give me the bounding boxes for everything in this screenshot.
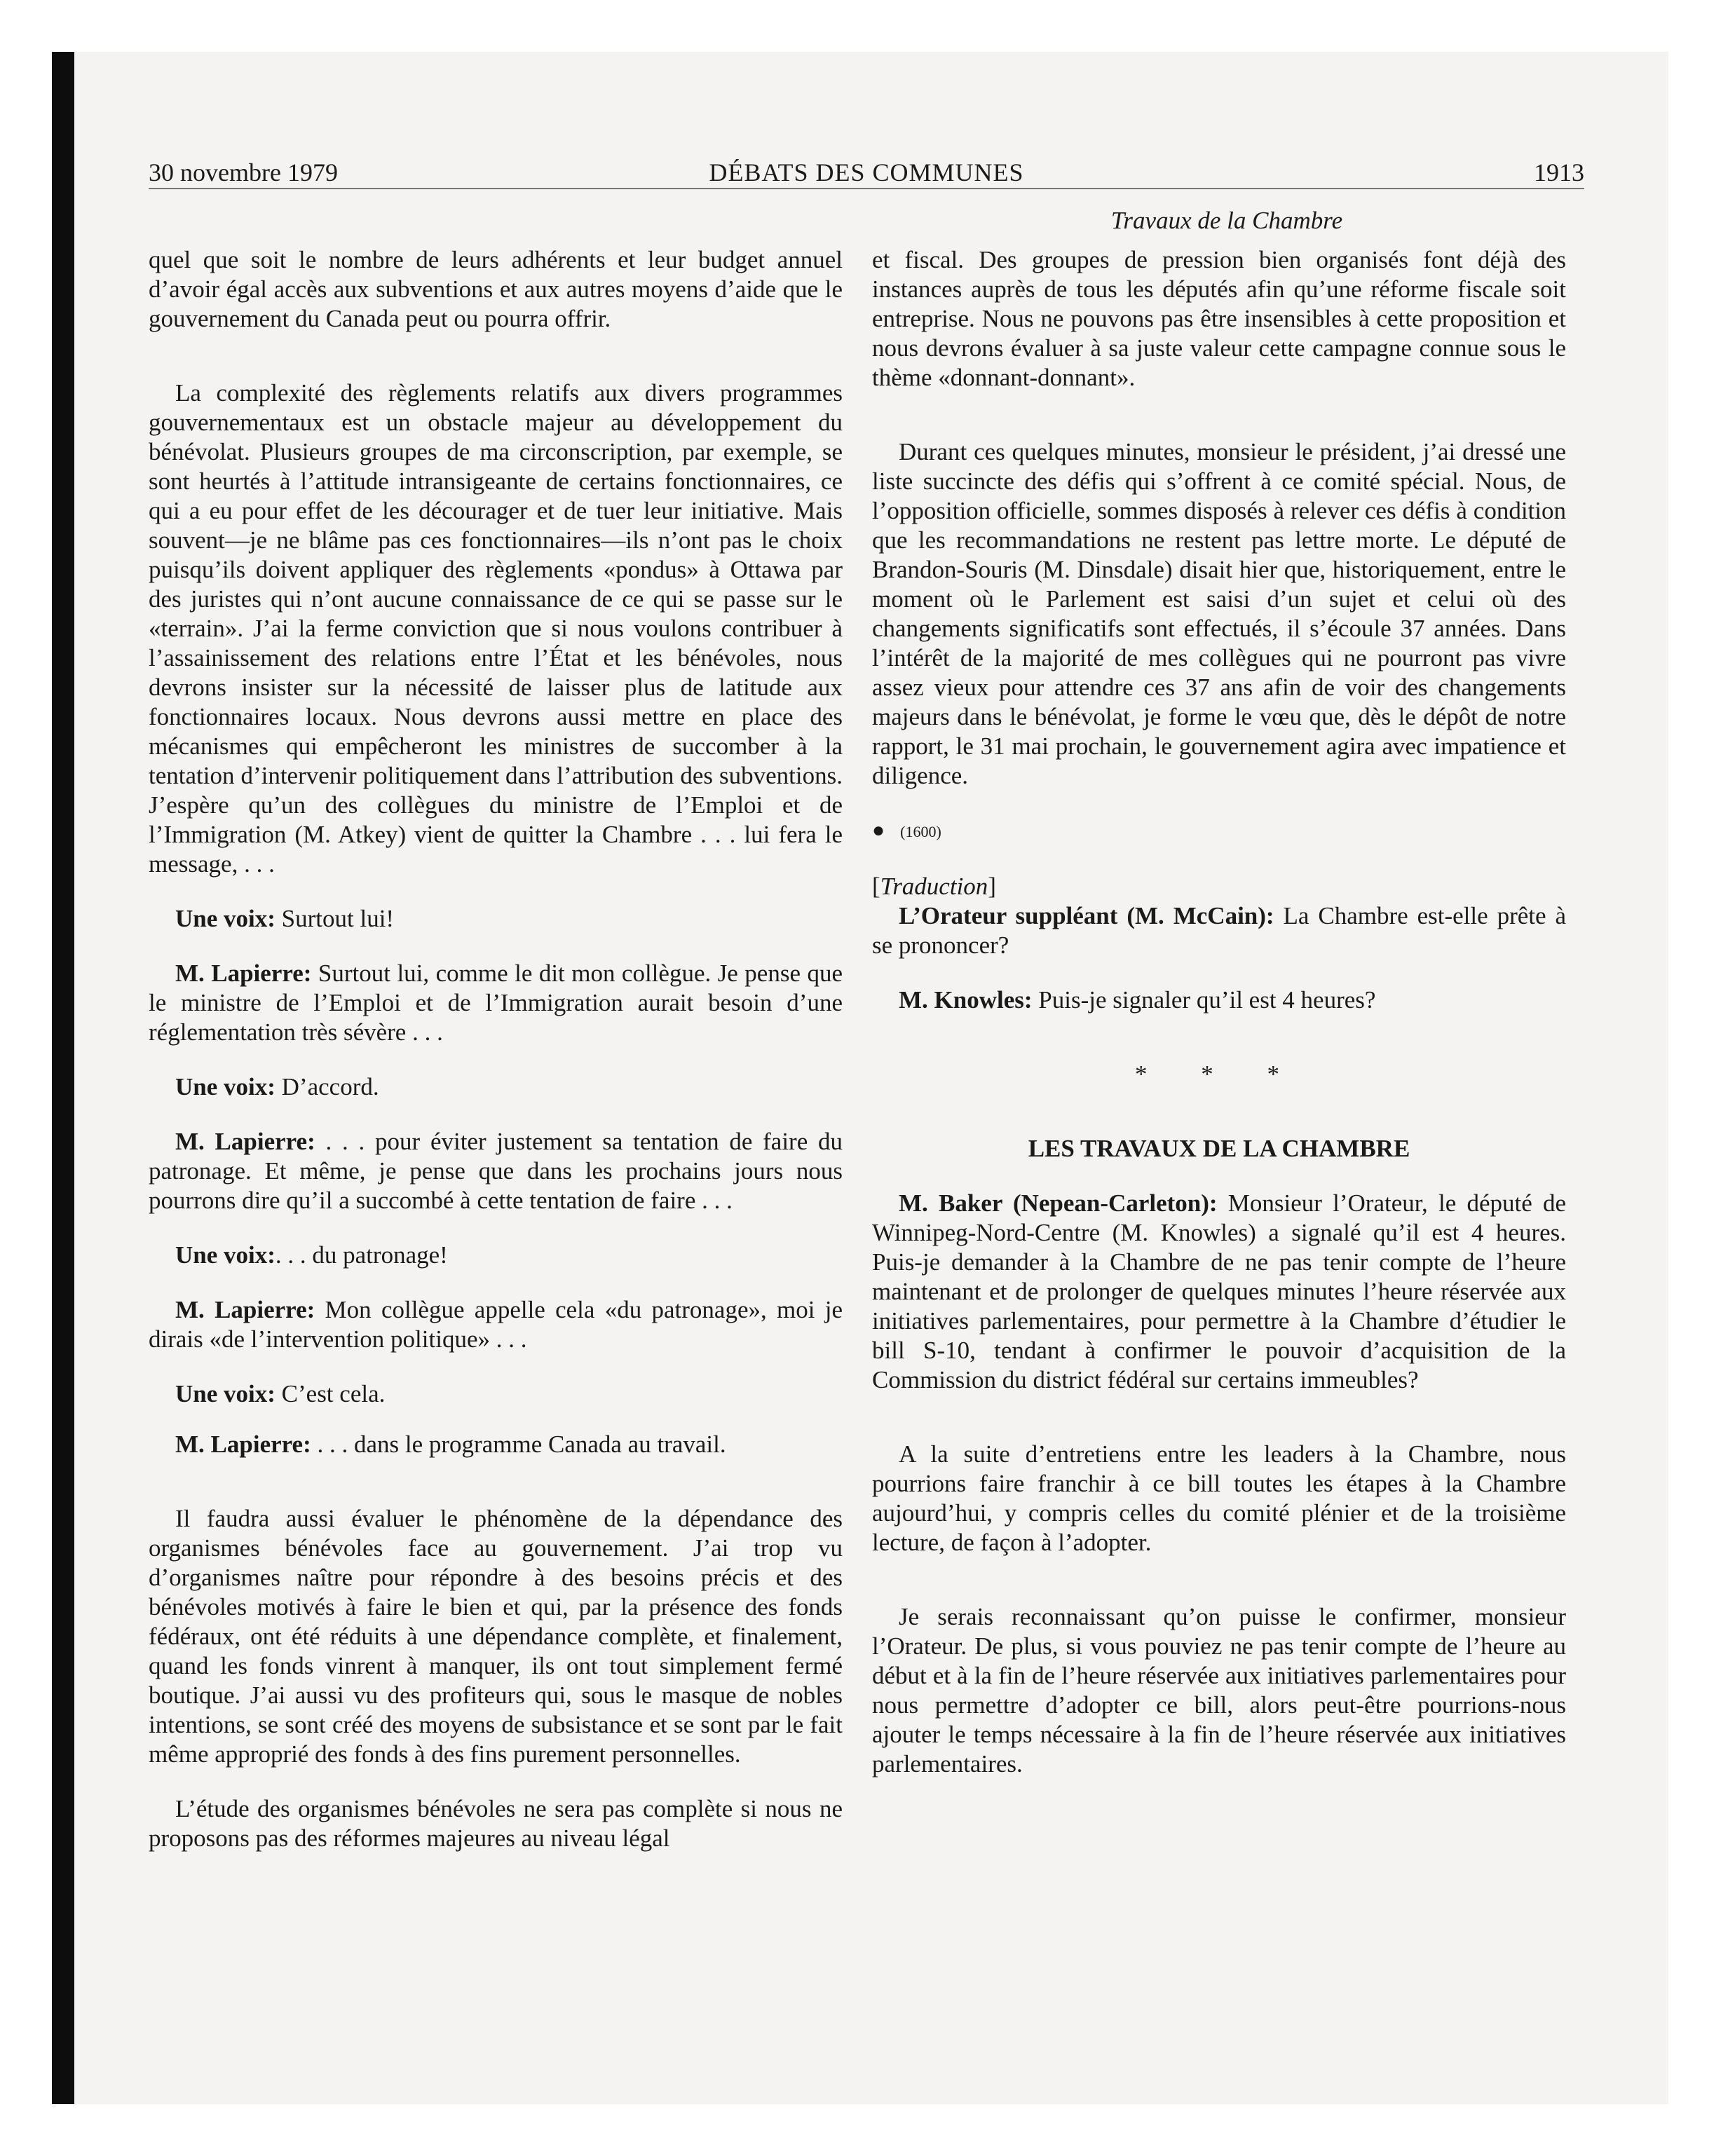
speech <box>149 1430 843 1459</box>
speech <box>149 1295 843 1354</box>
speech <box>149 1127 843 1215</box>
translation-label: [Traduction] <box>872 873 996 900</box>
speech-text: Surtout lui, comme le dit mon collègue. Je pense que le ministre de l’Emploi et de l’Immigration aurait besoin d’une réglementation très sévère . . . <box>149 960 843 1046</box>
speech-text: . . . dans le programme Canada au travail. <box>317 1431 726 1458</box>
header-date: 30 novembre 1979 <box>149 158 338 186</box>
paragraph: L’étude des organismes bénévoles ne sera pas complète si nous ne proposons pas des réformes majeures au niveau légal <box>149 1795 843 1852</box>
speaker-name: M. Lapierre: <box>175 960 312 987</box>
speech <box>872 985 1566 1015</box>
speech <box>149 904 843 934</box>
speech-text: Puis-je signaler qu’il est 4 heures? <box>1038 986 1376 1014</box>
speech-text: . . . du patronage! <box>275 1241 448 1269</box>
speech-text: C’est cela. <box>281 1380 386 1407</box>
page-number: 1913 <box>1534 158 1584 186</box>
speaker-name: Une voix: <box>175 905 275 932</box>
time-marker-text: (1600) <box>900 823 941 840</box>
speech-text: D’accord. <box>281 1073 379 1100</box>
paragraph: Il faudra aussi évaluer le phénomène de la dépendance des organismes bénévoles face au gouvernement. J’ai trop vu d’organismes naître pour répondre à des besoins précis et des bénévoles motivés à faire le bien et qui, par la présence des fonds fédéraux, ont été réduits à une dépendance complète, et finalement, quand les fonds vinrent à manquer, ils ont tout simplement fermé boutique. J’ai aussi vu des profiteurs qui, sous le masque de nobles intentions, se sont créé des moyens de subsistance et se sont par le fait même approprié des fonds à des fins purement personnelles. <box>149 1505 843 1768</box>
speech-text: . . . pour éviter justement sa tentation de faire du patronage. Et même, je pense que dans les prochains jours nous pourrons dire qu’il a succombé à cette tentation de faire . . . <box>149 1128 843 1214</box>
page-header <box>149 158 1584 186</box>
right-column <box>872 245 1566 1779</box>
header-rule <box>149 188 1584 189</box>
speaker-name: M. Baker (Nepean-Carleton): <box>899 1189 1218 1217</box>
header-publication: DÉBATS DES COMMUNES <box>709 158 1024 186</box>
running-head: Travaux de la Chambre <box>1110 207 1343 234</box>
speaker-name: M. Lapierre: <box>175 1296 315 1323</box>
scan-border <box>52 52 74 2104</box>
section-divider: * * * <box>1135 1060 1303 1088</box>
paragraph: La complexité des règlements relatifs aux divers programmes gouvernementaux est un obstacle majeur au développement du bénévolat. Plusieurs groupes de ma circonscription, par exemple, se sont heurtés à l’attitude intransigeante de certains fonctionnaires, ce qui a eu pour effet de les décourager et de tuer leur initiative. Mais souvent—je ne blâme pas ces fonctionnaires—ils n’ont pas le choix puisqu’ils doivent appliquer des règlements «pondus» à Ottawa par des juristes qui n’ont aucune connaissance de ce qui se passe sur le «terrain». J’ai la ferme conviction que si nous voulons contribuer à l’assainissement des relations entre l’État et les bénévoles, nous devrons insister sur la nécessité de laisser plus de latitude aux fonctionnaires locaux. Nous devrons aussi mettre en place des mécanismes qui empêcheront les ministres de succomber à la tentation d’intervenir politiquement dans l’attribution des subventions. J’espère qu’un des collègues du ministre de l’Emploi et de l’Immigration (M. Atkey) vient de quitter la Chambre . . . lui fera le message, . . . <box>149 379 843 878</box>
paragraph: Durant ces quelques minutes, monsieur le président, j’ai dressé une liste succincte des défis qui s’offrent à ce comité spécial. Nous, de l’opposition officielle, sommes disposés à relever ces défis à condition que les recommandations ne restent pas lettre morte. Le député de Brandon-Souris (M. Dinsdale) disait hier que, historiquement, entre le moment où le Parlement est saisi d’un sujet et celui où des changements significatifs sont effectués, il s’écoule 37 années. Dans l’intérêt de la majorité de mes collègues qui ne pourront pas vivre assez vieux pour attendre ces 37 ans afin de voir des changements majeurs dans le bénévolat, je forme le vœu que, dès le dépôt de notre rapport, le 31 mai prochain, le gouvernement agira avec impatience et diligence. <box>872 438 1566 789</box>
translation-label-text: Traduction <box>880 873 988 900</box>
speech-text: La Chambre est-elle prête à se prononcer? <box>872 902 1567 959</box>
section-title: LES TRAVAUX DE LA CHAMBRE <box>1028 1135 1410 1162</box>
speech-text: Mon collègue appelle cela «du patronage», moi je dirais «de l’intervention politique» . . . <box>149 1296 843 1353</box>
paragraph: A la suite d’entretiens entre les leaders à la Chambre, nous pourrions faire franchir à ce bill toutes les étapes à la Chambre aujourd’hui, y compris celles du comité plénier et de la troisième lecture, de façon à l’adopter. <box>872 1440 1566 1556</box>
speech <box>149 1072 843 1102</box>
paragraph: Je serais reconnaissant qu’on puisse le confirmer, monsieur l’Orateur. De plus, si vous pouviez ne pas tenir compte de l’heure au début et à la fin de l’heure réservée aux initiatives parlementaires pour nous permettre d’adopter ce bill, alors peut-être pourrions-nous ajouter le temps nécessaire à la fin de l’heure réservée aux initiatives parlementaires. <box>872 1603 1566 1778</box>
time-marker <box>872 816 1566 847</box>
speech <box>149 1379 843 1409</box>
speech <box>149 959 843 1047</box>
speaker-name: M. Knowles: <box>899 986 1033 1014</box>
speech <box>872 901 1566 960</box>
speech <box>872 1189 1566 1395</box>
speech-text: Monsieur l’Orateur, le député de Winnipeg-Nord-Centre (M. Knowles) a signalé qu’il est 4 heures. Puis-je demander à la Chambre de ne pas tenir compte de l’heure maintenant et de prolonger de quelques minutes l’heure réservée aux initiatives parlementaires, pour permettre à la Chambre d’étudier le bill S-10, tendant à confirmer le pouvoir d’acquisition de la Commission du district fédéral sur certains immeubles? <box>872 1189 1566 1393</box>
speaker-name: L’Orateur suppléant (M. McCain): <box>899 902 1274 929</box>
paragraph: et fiscal. Des groupes de pression bien organisés font déjà des instances auprès de tous les députés afin qu’une réforme fiscale soit entreprise. Nous ne pouvons pas être insensibles à cette proposition et nous devrons évaluer à sa juste valeur cette campagne connue sous le thème «donnant-donnant». <box>872 246 1566 391</box>
speaker-name: Une voix: <box>175 1241 275 1269</box>
speech <box>149 1241 843 1270</box>
left-column <box>149 245 843 1853</box>
paragraph: quel que soit le nombre de leurs adhérents et leur budget annuel d’avoir égal accès aux subventions et aux autres moyens d’aide que le gouvernement du Canada peut ou pourra offrir. <box>149 246 843 332</box>
speech-text: Surtout lui! <box>281 905 395 932</box>
speaker-name: M. Lapierre: <box>175 1128 315 1155</box>
speaker-name: Une voix: <box>175 1380 275 1407</box>
bullet-icon: ● <box>872 819 885 842</box>
speaker-name: Une voix: <box>175 1073 275 1100</box>
speaker-name: M. Lapierre: <box>175 1431 311 1458</box>
